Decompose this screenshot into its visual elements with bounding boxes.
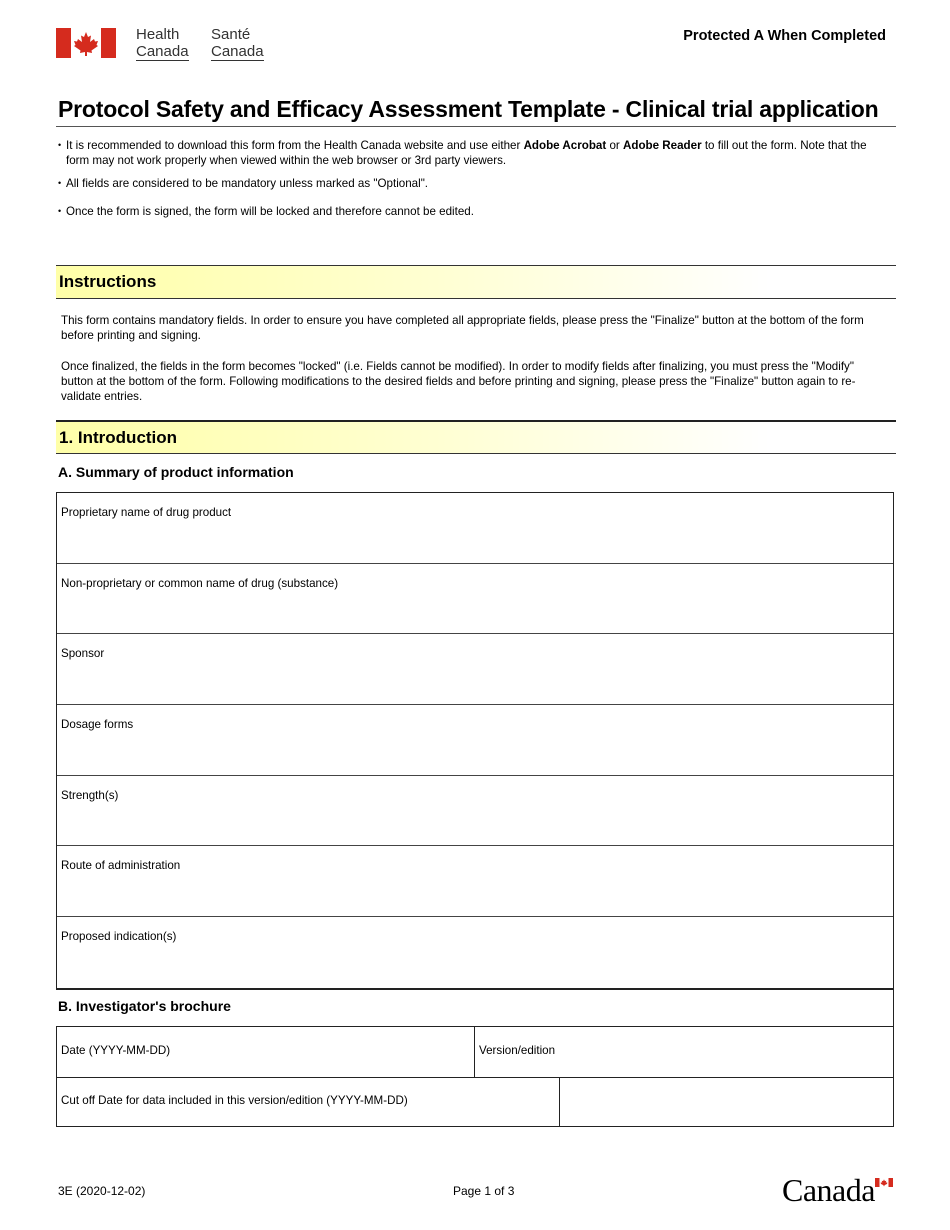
instructions-paragraph-2: Once finalized, the fields in the form becomes "locked" (i.e. Fields cannot be modified). In order to modify fields after finalizing, you must press the "Modify" button at the bottom of the form. Following modifications to the desired fields and before printing and signing, please press the "Finalize" button again to re-validate entries. [61,360,856,403]
summary-subheading: A. Summary of product information [58,464,294,480]
department-name-english: Health Canada [136,26,189,60]
sponsor-field[interactable]: Sponsor [57,634,893,705]
strength-field[interactable]: Strength(s) [57,776,893,847]
divider [57,1077,893,1078]
bullet-mandatory: • All fields are considered to be mandatory unless marked as "Optional". [58,176,888,191]
canada-wordmark: Canada [782,1172,875,1208]
common-name-field[interactable]: Non-proprietary or common name of drug (substance) [57,564,893,635]
brochure-subheading: B. Investigator's brochure [58,998,231,1014]
canada-flag-icon [56,28,116,58]
instructions-paragraph-1: This form contains mandatory fields. In order to ensure you have completed all appropriate fields, please press the "Finalize" button at the bottom of the form before printing and signing. [61,314,864,342]
cutoff-date-input[interactable] [563,1079,891,1125]
proposed-indication-field[interactable]: Proposed indication(s) [61,930,177,944]
divider [474,1027,475,1077]
divider [559,1077,560,1127]
version-field[interactable]: Version/edition [479,1044,556,1057]
introduction-section-header: 1. Introduction [56,420,896,454]
page-title: Protocol Safety and Efficacy Assessment Template - Clinical trial application [58,96,879,122]
preamble-bullets [58,138,888,219]
cutoff-date-label: Cut off Date for data included in this version/edition (YYYY-MM-DD) [61,1094,408,1107]
canada-wordmark-flag-icon [875,1178,893,1187]
form-code: 3E (2020-12-02) [58,1184,146,1198]
bullet-download: • It is recommended to download this form from the Health Canada website and use either Adobe Acrobat or Adobe Reader to fill out the form. Note that the form may not work properly when viewed within the web browser or 3rd party viewers. [58,138,888,168]
proprietary-name-field[interactable]: Proprietary name of drug product [57,493,893,564]
bullet-locked: • Once the form is signed, the form will be locked and therefore cannot be edited. [58,204,888,219]
instructions-section-header: Instructions [56,265,896,299]
department-name-french: Santé Canada [211,26,264,60]
page-number: Page 1 of 3 [453,1184,515,1198]
product-info-table [56,492,894,990]
protected-label: Protected A When Completed [683,28,886,44]
date-field[interactable]: Date (YYYY-MM-DD) [61,1044,171,1057]
page-header [56,26,896,62]
dosage-forms-field[interactable]: Dosage forms [57,705,893,776]
title-divider [56,126,896,127]
brochure-table [56,1026,894,1127]
route-of-administration-field[interactable]: Route of administration [57,846,893,917]
